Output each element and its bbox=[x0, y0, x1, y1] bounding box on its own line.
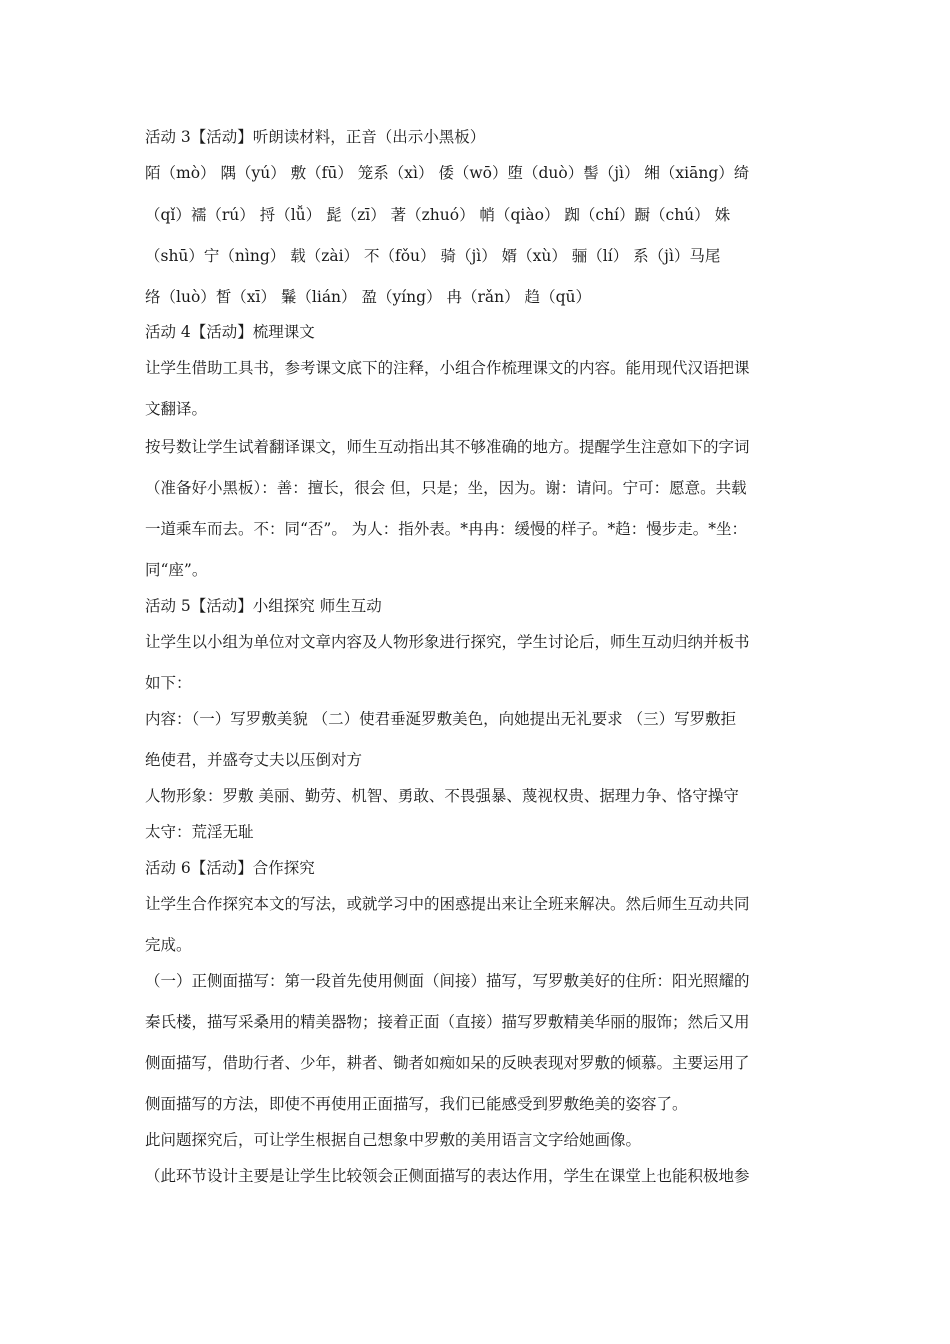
paragraph-line: 完成。 bbox=[145, 936, 192, 954]
paragraph-line: 按号数让学生试着翻译课文，师生互动指出其不够准确的地方。提醒学生注意如下的字词 bbox=[145, 438, 750, 456]
paragraph-line: 让学生借助工具书，参考课文底下的注释，小组合作梳理课文的内容。能用现代汉语把课 bbox=[145, 359, 750, 377]
pinyin-line: （qǐ）襦（rú） 捋（lǚ） 髭（zī） 著（zhuó） 帩（qiào） 踟（chí）蹰（chú） 姝 bbox=[145, 206, 731, 224]
paragraph-line: 侧面描写，借助行者、少年，耕者、锄者如痴如呆的反映表现对罗敷的倾慕。主要运用了 bbox=[145, 1054, 750, 1072]
paragraph-line: 一道乘车而去。不：同“否”。 为人：指外表。*冉冉：缓慢的样子。*趋：慢步走。*坐： bbox=[145, 520, 748, 538]
paragraph-line: 秦氏楼，描写采桑用的精美器物；接着正面（直接）描写罗敷精美华丽的服饰；然后又用 bbox=[145, 1013, 750, 1031]
heading-activity-6: 活动 6【活动】合作探究 bbox=[145, 859, 315, 877]
heading-activity-3: 活动 3【活动】听朗读材料，正音（出示小黑板） bbox=[145, 128, 486, 146]
paragraph-line: 同“座”。 bbox=[145, 561, 208, 579]
paragraph-line: 让学生以小组为单位对文章内容及人物形象进行探究，学生讨论后，师生互动归纳并板书 bbox=[145, 633, 750, 651]
paragraph-line: 侧面描写的方法，即使不再使用正面描写，我们已能感受到罗敷绝美的姿容了。 bbox=[145, 1095, 688, 1113]
paragraph-line: 太守：荒淫无耻 bbox=[145, 823, 254, 841]
paragraph-line: （此环节设计主要是让学生比较领会正侧面描写的表达作用，学生在课堂上也能积极地参 bbox=[145, 1167, 750, 1185]
paragraph-line: 如下： bbox=[145, 674, 192, 692]
pinyin-line: 陌（mò） 隅（yú） 敷（fū） 笼系（xì） 倭（wō）堕（duò）髻（jì） 缃（xiāng）绮 bbox=[145, 164, 750, 182]
paragraph-line: （一）正侧面描写：第一段首先使用侧面（间接）描写，写罗敷美好的住所：阳光照耀的 bbox=[145, 972, 750, 990]
pinyin-line: （shū）宁（nìng） 载（zài） 不（fǒu） 骑（jì） 婿（xù） 骊（lí） 系（jì）马尾 bbox=[145, 247, 721, 265]
paragraph-line: 文翻译。 bbox=[145, 400, 208, 418]
paragraph-line: （准备好小黑板）：善：擅长，很会 但，只是；坐，因为。谢：请问。宁可：愿意。共载 bbox=[145, 479, 747, 497]
pinyin-line: 络（luò）皙（xī） 鬑（lián） 盈（yíng） 冉（rǎn） 趋（qū） bbox=[145, 288, 591, 306]
paragraph-line: 绝使君，并盛夸丈夫以压倒对方 bbox=[145, 751, 363, 769]
heading-activity-4: 活动 4【活动】梳理课文 bbox=[145, 323, 315, 341]
paragraph-line: 人物形象：罗敷 美丽、勤劳、机智、勇敢、不畏强暴、蔑视权贵、据理力争、恪守操守 bbox=[145, 787, 739, 805]
paragraph-line: 让学生合作探究本文的写法，或就学习中的困惑提出来让全班来解决。然后师生互动共同 bbox=[145, 895, 750, 913]
paragraph-line: 此问题探究后，可让学生根据自己想象中罗敷的美用语言文字给她画像。 bbox=[145, 1131, 642, 1149]
heading-activity-5: 活动 5【活动】小组探究 师生互动 bbox=[145, 597, 382, 615]
paragraph-line: 内容：（一）写罗敷美貌 （二）使君垂涎罗敷美色，向她提出无礼要求 （三）写罗敷拒 bbox=[145, 710, 737, 728]
